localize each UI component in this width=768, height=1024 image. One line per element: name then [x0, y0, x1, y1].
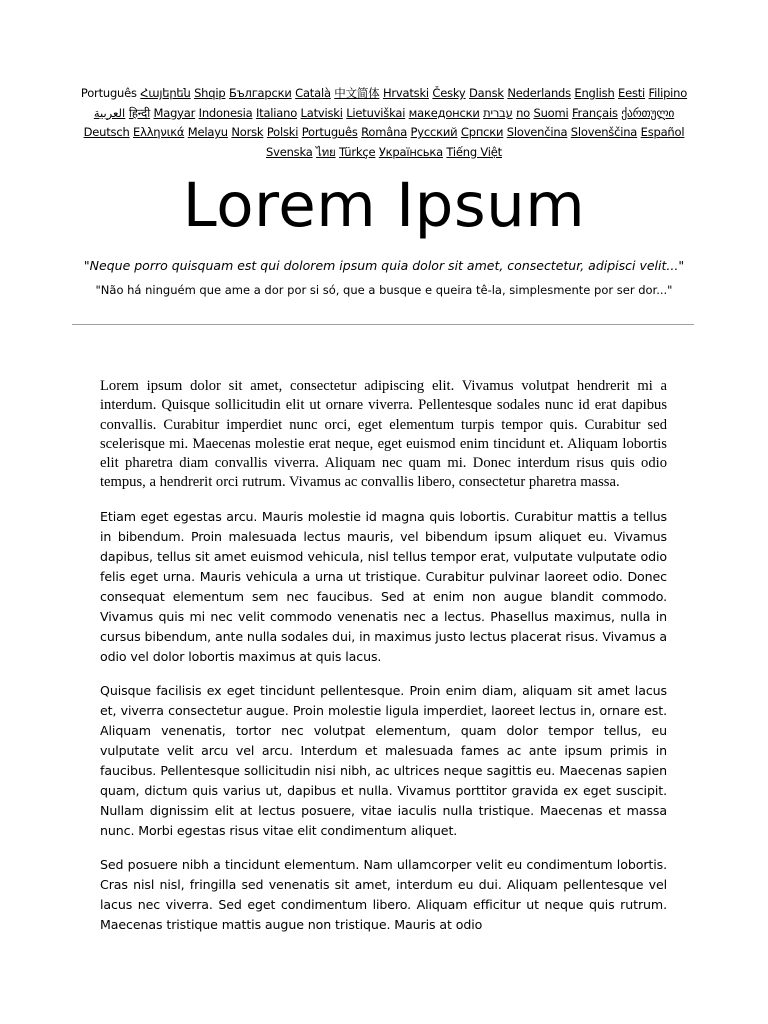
language-link[interactable]: Indonesia: [198, 105, 253, 120]
language-link[interactable]: Česky: [432, 86, 466, 100]
language-link[interactable]: עברית: [483, 105, 513, 120]
language-links: [84, 86, 687, 159]
language-link[interactable]: Magyar: [153, 105, 196, 120]
language-link[interactable]: Dansk: [469, 86, 504, 100]
language-link[interactable]: Româna: [361, 125, 408, 139]
language-link[interactable]: Français: [571, 105, 618, 120]
paragraph-1: Lorem ipsum dolor sit amet, consectetur adipiscing elit. Vivamus volutpat hendrerit mi a interdum. Quisque sollicitudin elit ut ornare viverra. Pellentesque sodales nunc id erat dapibus convallis. Curabitur imperdiet nunc orci, eget elementum turpis tempor quis. Curabitur sed scelerisque mi. Maecenas molestie erat neque, eget euismod enim tincidunt et. Aliquam lobortis elit pharetra diam convallis viverra. Aliquam nec quam mi. Donec interdum risus quis odio tempus, a hendrerit orci rutrum. Vivamus ac convallis libero, consectetur pharetra massa.: [100, 378, 667, 491]
language-link[interactable]: Српски: [460, 125, 504, 139]
language-link[interactable]: Norsk: [231, 125, 264, 139]
language-link[interactable]: Català: [295, 86, 331, 100]
language-link[interactable]: Deutsch: [83, 125, 130, 139]
paragraph-3: Quisque facilisis ex eget tincidunt pellentesque. Proin enim diam, aliquam sit amet lacus et, viverra consectetur augue. Proin molestie ligula imperdiet, laoreet lectus in, ornare est. Aliquam venenatis, tortor nec volutpat elementum, quam dolor tempor tellus, eu vulputate velit arcu vel arcu. Interdum et malesuada fames ac ante ipsum primis in faucibus. Pellentesque sollicitudin nisi nibh, ac ultrices neque sagittis eu. Maecenas sapien quam, dictum quis varius ut, dapibus et nulla. Vivamus porttitor gravida ex eget suscipit. Nullam dignissim elit at lectus posuere, vitae iaculis nulla tristique. Maecenas et massa nunc. Morbi egestas risus vitae elit condimentum aliquet.: [100, 682, 667, 838]
language-link[interactable]: العربية: [93, 105, 126, 120]
language-link[interactable]: Italiano: [255, 105, 298, 120]
language-link[interactable]: Hrvatski: [382, 86, 429, 100]
language-link[interactable]: Suomi: [533, 105, 569, 120]
language-link[interactable]: English: [574, 86, 615, 100]
language-link[interactable]: Հայերեն: [140, 86, 191, 100]
latin-quote: "Neque porro quisquam est qui dolorem ipsum quia dolor sit amet, consectetur, adipisci velit...": [83, 258, 685, 273]
language-link[interactable]: Türkçe: [339, 144, 376, 159]
content: [100, 377, 667, 949]
language-link[interactable]: Português: [301, 125, 358, 139]
language-link[interactable]: no: [516, 105, 530, 120]
translated-quote: "Não há ninguém que ame a dor por si só, que a busque e queira tê-la, simplesmente por ser dor...": [95, 283, 673, 297]
language-link[interactable]: Nederlands: [507, 86, 571, 100]
language-link[interactable]: Polski: [266, 125, 299, 139]
language-link[interactable]: Slovenčina: [506, 125, 568, 139]
paragraph-4: Sed posuere nibh a tincidunt elementum. Nam ullamcorper velit eu condimentum lobortis. Cras nisl nisl, fringilla sed venenatis sit amet, interdum eu dui. Aliquam pellentesque vel lacus nec viverra. Sed eget condimentum libero. Aliquam efficitur ut neque quis rutrum. Maecenas tristique mattis augue non tristique. Mauris at odio: [100, 856, 667, 932]
current-language: Português: [80, 86, 137, 100]
language-link[interactable]: Filipino: [648, 86, 688, 100]
language-link[interactable]: Eesti: [618, 86, 646, 100]
language-bar: [72, 84, 696, 162]
language-link[interactable]: Українська: [378, 144, 443, 159]
language-link[interactable]: Ελληνικά: [133, 125, 185, 139]
language-link[interactable]: Melayu: [187, 125, 228, 139]
page-title: Lorem Ipsum: [182, 170, 586, 241]
language-link[interactable]: Български: [228, 86, 292, 100]
language-link[interactable]: ქართული: [621, 105, 675, 120]
language-link[interactable]: Русский: [410, 125, 458, 139]
language-link[interactable]: Slovenščina: [570, 125, 638, 139]
language-link[interactable]: Español: [640, 125, 685, 139]
language-link[interactable]: македонски: [408, 105, 480, 120]
language-link[interactable]: Latviski: [300, 105, 343, 120]
divider: [72, 324, 694, 325]
language-link[interactable]: Lietuviškai: [346, 105, 406, 120]
language-link[interactable]: Svenska: [266, 144, 313, 159]
language-link[interactable]: ไทย: [316, 144, 336, 159]
paragraph-2: Etiam eget egestas arcu. Mauris molestie id magna quis lobortis. Curabitur mattis a tellus in bibendum. Proin malesuada lectus mauris, vel bibendum ipsum aliquet eu. Vivamus dapibus, tellus sit amet euismod vehicula, nisl tellus tempor erat, vulputate vulputate odio felis eget urna. Mauris vehicula a urna ut tristique. Curabitur pulvinar laoreet odio. Donec consequat elementum sem nec faucibus. Sed at enim non augue blandit commodo. Vivamus quis mi nec velit commodo venenatis nec a lectus. Phasellus maximus, nulla in cursus bibendum, ante nulla sodales dui, in maximus justo lectus placerat risus. Vivamus a odio vel dolor lobortis maximus at quis lacus.: [100, 508, 667, 664]
language-link[interactable]: 中文简体: [334, 86, 380, 100]
language-link[interactable]: Shqip: [194, 86, 226, 100]
language-link[interactable]: हिन्दी: [128, 105, 151, 120]
language-link[interactable]: Tiếng Việt: [446, 144, 502, 159]
